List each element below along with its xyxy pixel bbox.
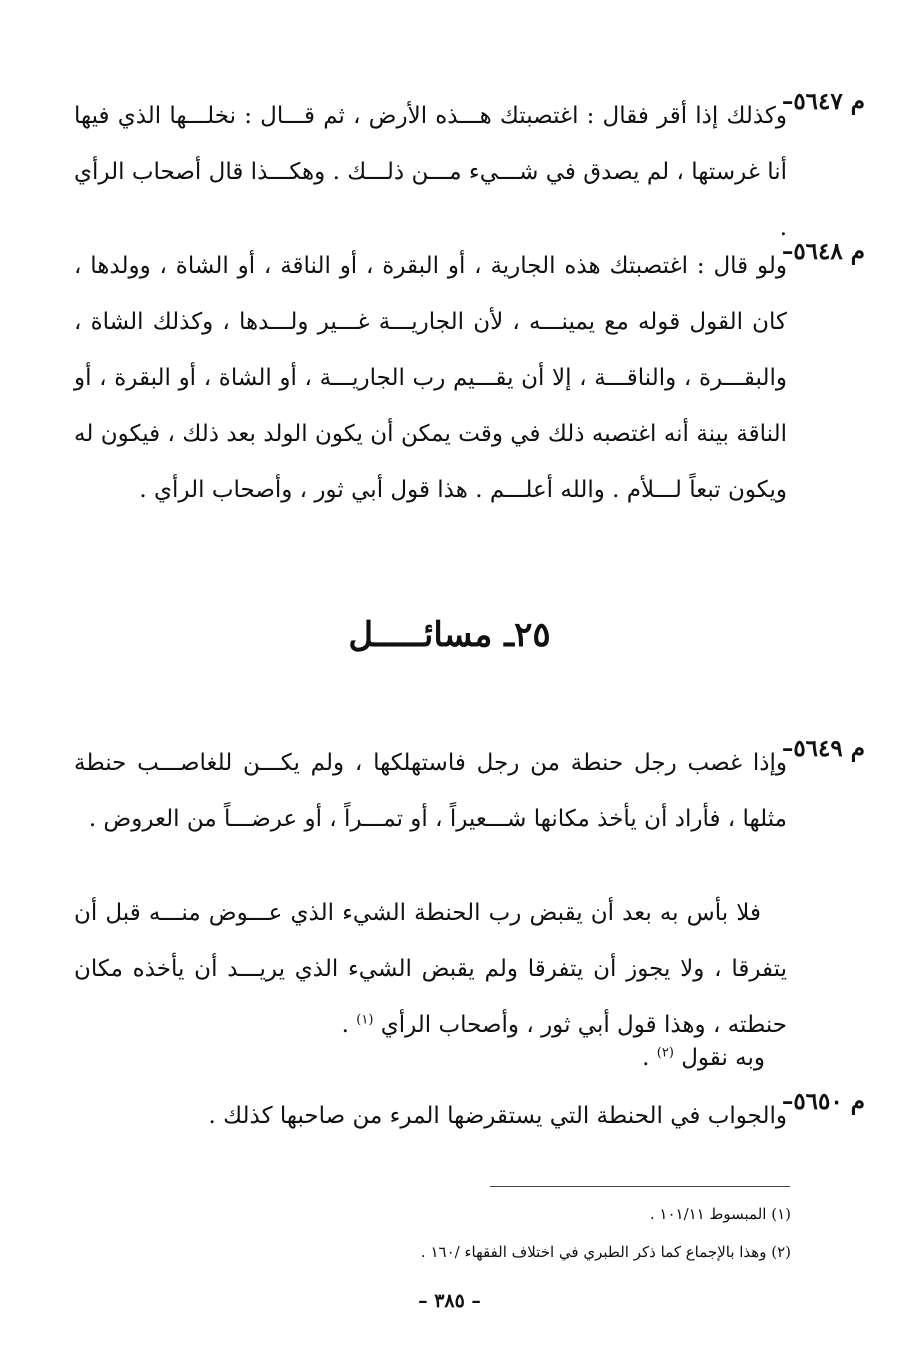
footnote-2: (٢) وهذا بالإجماع كما ذكر الطبري في اختلاف الفقهاء /١٦٠ . xyxy=(420,1243,791,1261)
paragraph-opinion xyxy=(74,1030,765,1086)
entry-text: والجواب في الحنطة التي يستقرضها المرء من صاحبها كذلك . xyxy=(208,1103,787,1129)
footnote-1: (١) المبسوط ١٠١/١١ . xyxy=(649,1205,791,1223)
footnote-ref-1[interactable]: (١) xyxy=(356,1012,374,1028)
paragraph-text: فلا بأس به بعد أن يقبض رب الحنطة الشيء الذي عـــوض منـــه قبل أن يتفرقا ، ولا يجوز أن يتفرقا ولم يقبض الشيء الذي يريـــد أن يأخذه مكان حنطته ، وهذا قول أبي ثور ، وأصحاب الرأي xyxy=(74,900,787,1038)
page-number: – ٣٨٥ – xyxy=(418,1290,481,1312)
entry-number: م ٥٦٥٠– xyxy=(781,1088,865,1115)
entry-text: وكذلك إذا أقر فقال : اغتصبتك هـــذه الأرض ، ثم قـــال : نخلـــها الذي فيها أنا غرستها ، لم يصدق في شـــيء مـــن ذلـــك . وهكـــذا قال أصحاب الرأي . xyxy=(74,103,787,241)
entry-number: م ٥٦٤٧– xyxy=(781,88,865,115)
paragraph-end: . xyxy=(642,1045,657,1071)
entry-number: م ٥٦٤٩– xyxy=(781,735,865,762)
section-heading: ٢٥ـ مسائـــــل xyxy=(348,615,551,655)
entry-5650 xyxy=(74,1088,865,1144)
entry-5649 xyxy=(74,735,865,847)
paragraph-end: . xyxy=(341,1012,357,1038)
paragraph-ruling xyxy=(74,885,787,1053)
entry-text: ولو قال : اغتصبتك هذه الجارية ، أو البقرة ، أو الناقة ، أو الشاة ، وولدها ، كان القول قوله مع يمينـــه ، لأن الجاريـــة غـــير ولـــدها ، وكذلك الشاة ، والبقـــرة ، والناقـــة ، إلا أن يقـــيم رب الجاريـــة ، أو الشاة ، أو البقرة ، أو الناقة بينة أنه اغتصبه ذلك في وقت يمكن أن يكون الولد بعد ذلك ، فيكون له ويكون تبعاً لـــلأم . والله أعلـــم . هذا قول أبي ثور ، وأصحاب الرأي . xyxy=(74,253,787,503)
entry-5648 xyxy=(74,238,865,518)
paragraph-text: وبه نقول xyxy=(681,1045,765,1071)
entry-number: م ٥٦٤٨– xyxy=(781,238,865,265)
entry-text: وإذا غصب رجل حنطة من رجل فاستهلكها ، ولم يكـــن للغاصـــب حنطة مثلها ، فأراد أن يأخذ مكانها شـــعيراً ، أو تمـــراً ، أو عرضـــاً من العروض . xyxy=(74,750,787,832)
footnote-ref-2[interactable]: (٢) xyxy=(656,1045,674,1061)
footnote-divider xyxy=(490,1186,790,1187)
